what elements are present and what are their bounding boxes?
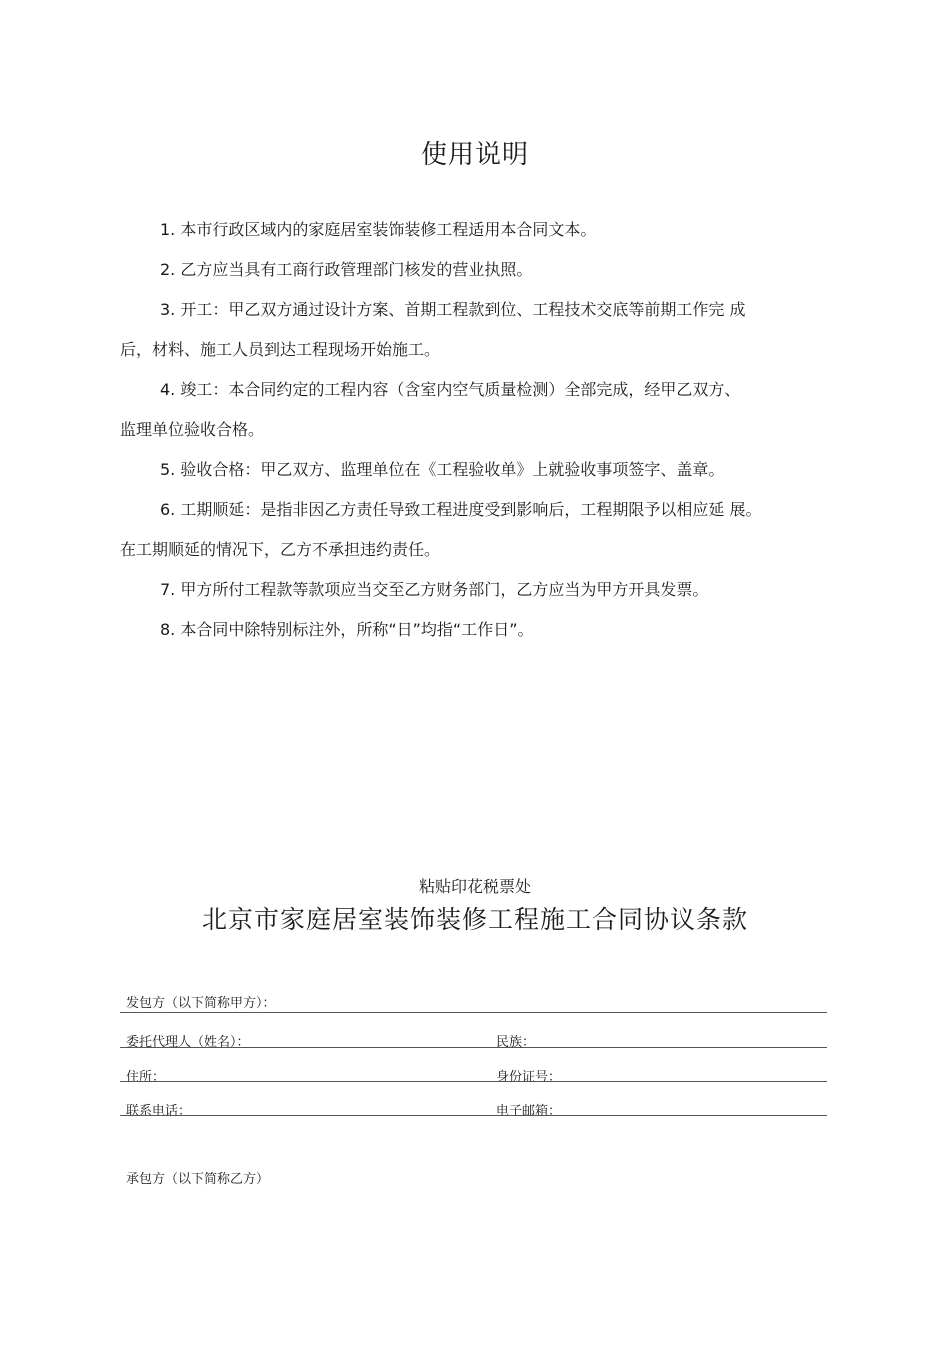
instruction-item-1: 1. 本市行政区域内的家庭居室装饰装修工程适用本合同文本。	[160, 220, 597, 239]
phone-label: 联系电话：	[126, 1104, 192, 1119]
email-label: 电子邮箱：	[496, 1104, 562, 1119]
instruction-item-4-cont: 监理单位验收合格。	[120, 420, 265, 439]
instruction-item-8: 8. 本合同中除特别标注外，所称“日”均指“工作日”。	[160, 620, 534, 639]
party-a-line[interactable]	[120, 1012, 827, 1013]
instruction-item-2: 2. 乙方应当具有工商行政管理部门核发的营业执照。	[160, 260, 533, 279]
instruction-item-5: 5. 验收合格：甲乙双方、监理单位在《工程验收单》上就验收事项签字、盖章。	[160, 460, 725, 479]
instruction-item-7: 7. 甲方所付工程款等款项应当交至乙方财务部门，乙方应当为甲方开具发票。	[160, 580, 709, 599]
instruction-item-3: 3. 开工：甲乙双方通过设计方案、首期工程款到位、工程技术交底等前期工作完 成	[160, 300, 746, 319]
instruction-item-6-cont: 在工期顺延的情况下，乙方不承担违约责任。	[120, 540, 441, 559]
instruction-item-4: 4. 竣工：本合同约定的工程内容（含室内空气质量检测）全部完成，经甲乙双方、	[160, 380, 741, 399]
ethnicity-label: 民族：	[496, 1035, 536, 1050]
instruction-item-6: 6. 工期顺延：是指非因乙方责任导致工程进度受到影响后，工程期限予以相应延 展。	[160, 500, 762, 519]
agent-name-label: 委托代理人（姓名）：	[126, 1035, 250, 1050]
address-line[interactable]	[120, 1081, 827, 1082]
instruction-item-3-cont: 后，材料、施工人员到达工程现场开始施工。	[120, 340, 441, 359]
contract-title: 北京市家庭居室装饰装修工程施工合同协议条款	[201, 905, 748, 934]
address-label: 住所：	[126, 1070, 166, 1085]
agent-line[interactable]	[120, 1047, 827, 1048]
party-b-label: 承包方（以下简称乙方）	[126, 1172, 270, 1187]
instructions-title: 使用说明	[420, 140, 529, 170]
party-a-label: 发包方（以下简称甲方）：	[126, 996, 276, 1011]
contact-line[interactable]	[120, 1115, 827, 1116]
stamp-note: 粘贴印花税票处	[418, 877, 531, 896]
id-number-label: 身份证号：	[496, 1070, 562, 1085]
